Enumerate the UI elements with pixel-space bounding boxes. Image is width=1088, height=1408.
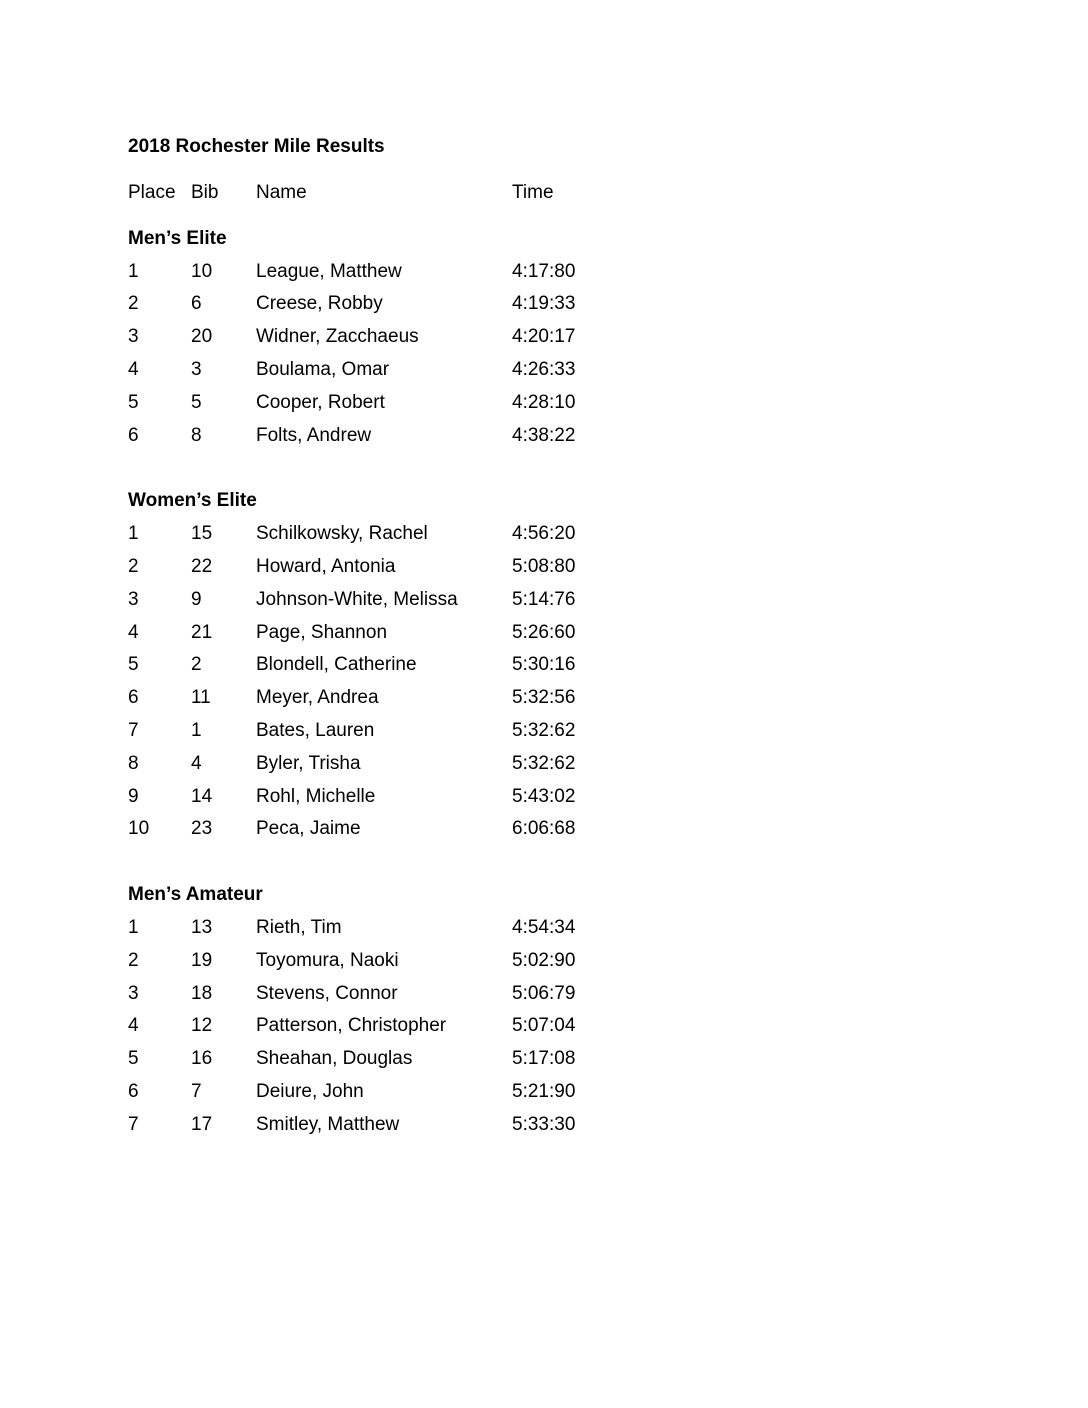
name-cell: Johnson-White, Melissa (256, 588, 458, 610)
bib-cell: 16 (191, 1048, 213, 1070)
time-cell: 4:20:17 (512, 326, 576, 348)
section-heading: Men’s Amateur (128, 884, 263, 906)
time-cell: 5:32:62 (512, 752, 576, 774)
time-cell: 5:21:90 (512, 1080, 576, 1102)
place-cell: 8 (128, 752, 139, 774)
place-cell: 9 (128, 785, 139, 807)
place-cell: 5 (128, 391, 139, 413)
name-cell: Meyer, Andrea (256, 687, 379, 709)
bib-cell: 4 (191, 752, 202, 774)
results-section (128, 485, 968, 846)
name-cell: Toyomura, Naoki (256, 949, 399, 971)
place-cell: 4 (128, 358, 139, 380)
name-cell: Byler, Trisha (256, 752, 361, 774)
table-row (128, 649, 968, 682)
bib-cell: 2 (191, 654, 202, 676)
table-row (128, 387, 968, 420)
bib-cell: 14 (191, 785, 213, 807)
bib-cell: 18 (191, 982, 213, 1004)
table-row (128, 1010, 968, 1043)
table-row (128, 321, 968, 354)
name-cell: Page, Shannon (256, 621, 388, 643)
bib-cell: 21 (191, 621, 213, 643)
results-section (128, 223, 968, 453)
table-row (128, 420, 968, 453)
name-cell: Smitley, Matthew (256, 1113, 400, 1135)
page-title: 2018 Rochester Mile Results (128, 136, 385, 157)
time-cell: 4:19:33 (512, 293, 576, 315)
time-cell: 5:26:60 (512, 621, 576, 643)
place-cell: 7 (128, 1113, 139, 1135)
table-row (128, 912, 968, 945)
name-cell: Cooper, Robert (256, 391, 385, 413)
table-row (128, 551, 968, 584)
place-cell: 7 (128, 719, 139, 741)
name-cell: Rieth, Tim (256, 916, 342, 938)
table-row (128, 256, 968, 289)
table-row (128, 1043, 968, 1076)
place-cell: 5 (128, 1048, 139, 1070)
place-cell: 6 (128, 424, 139, 446)
name-cell: Sheahan, Douglas (256, 1048, 413, 1070)
section-rows (128, 518, 968, 846)
name-cell: Boulama, Omar (256, 358, 390, 380)
section-heading: Men’s Elite (128, 227, 227, 249)
time-cell: 4:54:34 (512, 916, 576, 938)
time-cell: 4:38:22 (512, 424, 576, 446)
bib-cell: 7 (191, 1080, 202, 1102)
name-cell: Blondell, Catherine (256, 654, 417, 676)
time-cell: 4:56:20 (512, 523, 576, 545)
place-cell: 1 (128, 916, 139, 938)
table-row (128, 1109, 968, 1142)
table-row (128, 945, 968, 978)
results-document (128, 130, 968, 1175)
column-header-name: Name (256, 182, 307, 203)
place-cell: 2 (128, 293, 139, 315)
name-cell: League, Matthew (256, 260, 402, 282)
time-cell: 4:28:10 (512, 391, 576, 413)
place-cell: 5 (128, 654, 139, 676)
name-cell: Howard, Antonia (256, 555, 396, 577)
bib-cell: 5 (191, 391, 202, 413)
bib-cell: 11 (191, 687, 211, 709)
time-cell: 5:32:56 (512, 687, 576, 709)
name-cell: Widner, Zacchaeus (256, 326, 419, 348)
table-row (128, 1076, 968, 1109)
time-cell: 4:17:80 (512, 260, 576, 282)
name-cell: Creese, Robby (256, 293, 383, 315)
name-cell: Stevens, Connor (256, 982, 398, 1004)
bib-cell: 1 (191, 719, 202, 741)
place-cell: 3 (128, 588, 139, 610)
bib-cell: 22 (191, 555, 213, 577)
time-cell: 5:17:08 (512, 1048, 576, 1070)
table-row (128, 518, 968, 551)
name-cell: Schilkowsky, Rachel (256, 523, 428, 545)
bib-cell: 17 (191, 1113, 213, 1135)
table-row (128, 748, 968, 781)
time-cell: 5:06:79 (512, 982, 576, 1004)
bib-cell: 8 (191, 424, 202, 446)
bib-cell: 9 (191, 588, 202, 610)
place-cell: 6 (128, 1080, 139, 1102)
column-header-bib: Bib (191, 182, 219, 203)
bib-cell: 20 (191, 326, 213, 348)
table-row (128, 781, 968, 814)
time-cell: 5:08:80 (512, 555, 576, 577)
time-cell: 6:06:68 (512, 818, 576, 840)
section-rows (128, 256, 968, 453)
table-row (128, 978, 968, 1011)
name-cell: Deiure, John (256, 1080, 364, 1102)
sections-container (128, 223, 968, 1142)
place-cell: 3 (128, 982, 139, 1004)
place-cell: 1 (128, 260, 139, 282)
section-rows (128, 912, 968, 1142)
time-cell: 5:07:04 (512, 1015, 576, 1037)
bib-cell: 15 (191, 523, 213, 545)
name-cell: Peca, Jaime (256, 818, 361, 840)
place-cell: 6 (128, 687, 139, 709)
place-cell: 1 (128, 523, 139, 545)
table-row (128, 682, 968, 715)
place-cell: 4 (128, 621, 139, 643)
place-cell: 10 (128, 818, 150, 840)
time-cell: 5:02:90 (512, 949, 576, 971)
bib-cell: 6 (191, 293, 202, 315)
column-header-row (128, 177, 968, 210)
results-section (128, 879, 968, 1141)
table-row (128, 584, 968, 617)
table-row (128, 715, 968, 748)
time-cell: 5:43:02 (512, 785, 576, 807)
time-cell: 5:30:16 (512, 654, 576, 676)
place-cell: 4 (128, 1015, 139, 1037)
bib-cell: 13 (191, 916, 213, 938)
place-cell: 3 (128, 326, 139, 348)
bib-cell: 3 (191, 358, 202, 380)
table-row (128, 617, 968, 650)
name-cell: Bates, Lauren (256, 719, 375, 741)
time-cell: 5:32:62 (512, 719, 576, 741)
bib-cell: 23 (191, 818, 213, 840)
place-cell: 2 (128, 949, 139, 971)
name-cell: Patterson, Christopher (256, 1015, 447, 1037)
bib-cell: 10 (191, 260, 213, 282)
name-cell: Folts, Andrew (256, 424, 372, 446)
bib-cell: 19 (191, 949, 213, 971)
place-cell: 2 (128, 555, 139, 577)
time-cell: 4:26:33 (512, 358, 576, 380)
name-cell: Rohl, Michelle (256, 785, 376, 807)
time-cell: 5:33:30 (512, 1113, 576, 1135)
column-header-time: Time (512, 182, 554, 203)
section-heading: Women’s Elite (128, 490, 257, 512)
table-row (128, 354, 968, 387)
column-header-place: Place (128, 182, 176, 203)
table-row (128, 813, 968, 846)
bib-cell: 12 (191, 1015, 213, 1037)
table-row (128, 288, 968, 321)
time-cell: 5:14:76 (512, 588, 576, 610)
